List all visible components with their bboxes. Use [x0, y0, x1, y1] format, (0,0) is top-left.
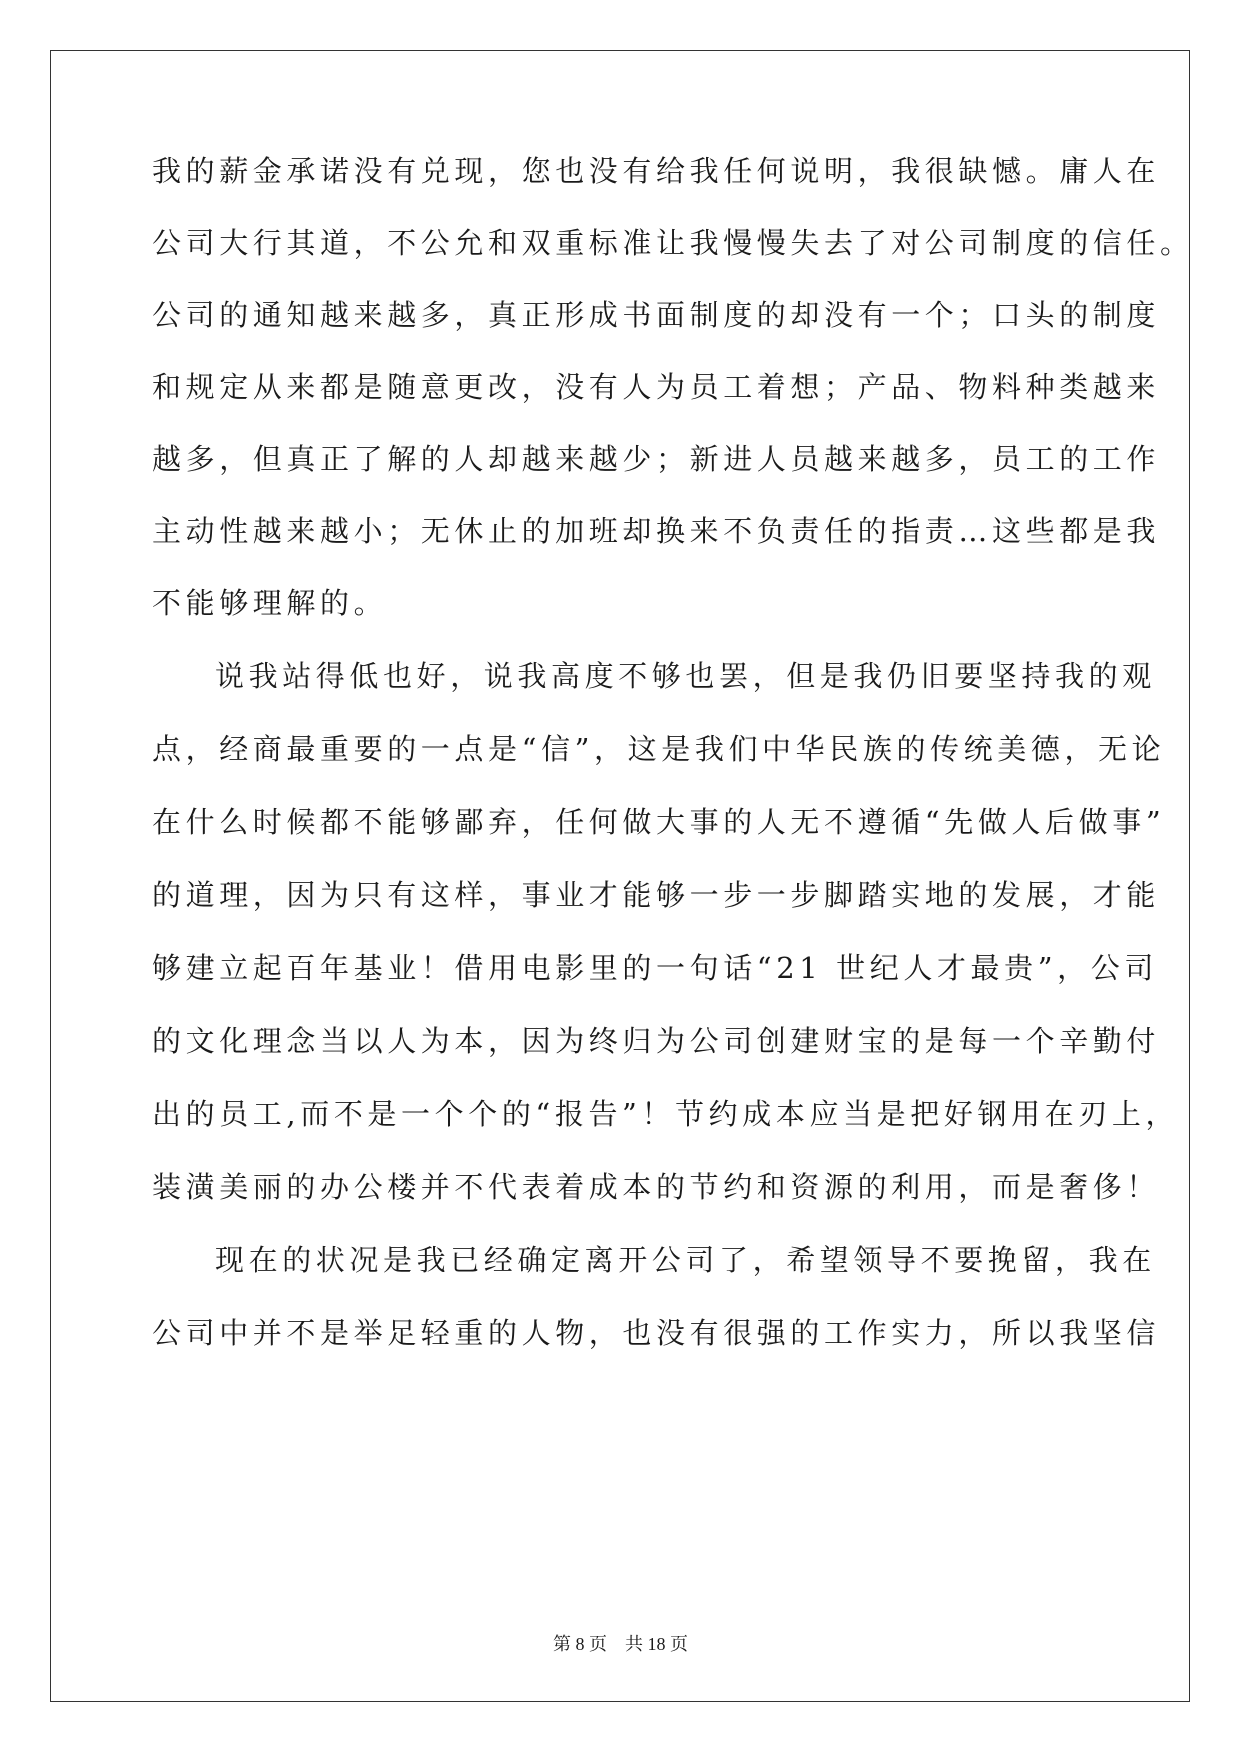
paragraph-start: 现在的状况是我已经确定离开公司了，希望领导不要挽留，我在	[215, 1243, 1156, 1277]
text-line: 的文化理念当以人为本，因为终归为公司创建财宝的是每一个辛勤付	[152, 1024, 1161, 1058]
text-line: 装潢美丽的办公楼并不代表着成本的节约和资源的利用，而是奢侈！	[152, 1170, 1161, 1204]
text-line: 在什么时候都不能够鄙弃，任何做大事的人无不遵循“先做人后做事”	[152, 805, 1166, 839]
text-line: 主动性越来越小；无休止的加班却换来不负责任的指责…这些都是我	[152, 514, 1161, 548]
text-line: 点，经商最重要的一点是“信”，这是我们中华民族的传统美德，无论	[152, 732, 1166, 766]
text-line: 公司中并不是举足轻重的人物，也没有很强的工作实力，所以我坚信	[152, 1316, 1161, 1350]
text-line: 越多，但真正了解的人却越来越少；新进人员越来越多，员工的工作	[152, 442, 1161, 476]
text-line: 公司的通知越来越多，真正形成书面制度的却没有一个；口头的制度	[152, 298, 1161, 332]
text-line: 够建立起百年基业！借用电影里的一句话“21 世纪人才最贵”，公司	[152, 951, 1158, 985]
text-line: 的道理，因为只有这样，事业才能够一步一步脚踏实地的发展，才能	[152, 878, 1161, 912]
page-total: 共 18 页	[625, 1634, 688, 1654]
paragraph-start: 说我站得低也好，说我高度不够也罢，但是我仍旧要坚持我的观	[215, 659, 1156, 693]
text-line: 不能够理解的。	[152, 586, 388, 620]
text-line: 和规定从来都是随意更改，没有人为员工着想；产品、物料种类越来	[152, 370, 1161, 404]
text-line: 我的薪金承诺没有兑现，您也没有给我任何说明，我很缺憾。庸人在	[152, 154, 1161, 188]
page-number: 第 8 页	[553, 1634, 607, 1654]
page-footer	[0, 1632, 1241, 1656]
text-line: 公司大行其道，不公允和双重标准让我慢慢失去了对公司制度的信任。	[152, 226, 1194, 260]
text-line: 出的员工,而不是一个个的“报告”！节约成本应当是把好钢用在刃上，	[152, 1097, 1180, 1131]
